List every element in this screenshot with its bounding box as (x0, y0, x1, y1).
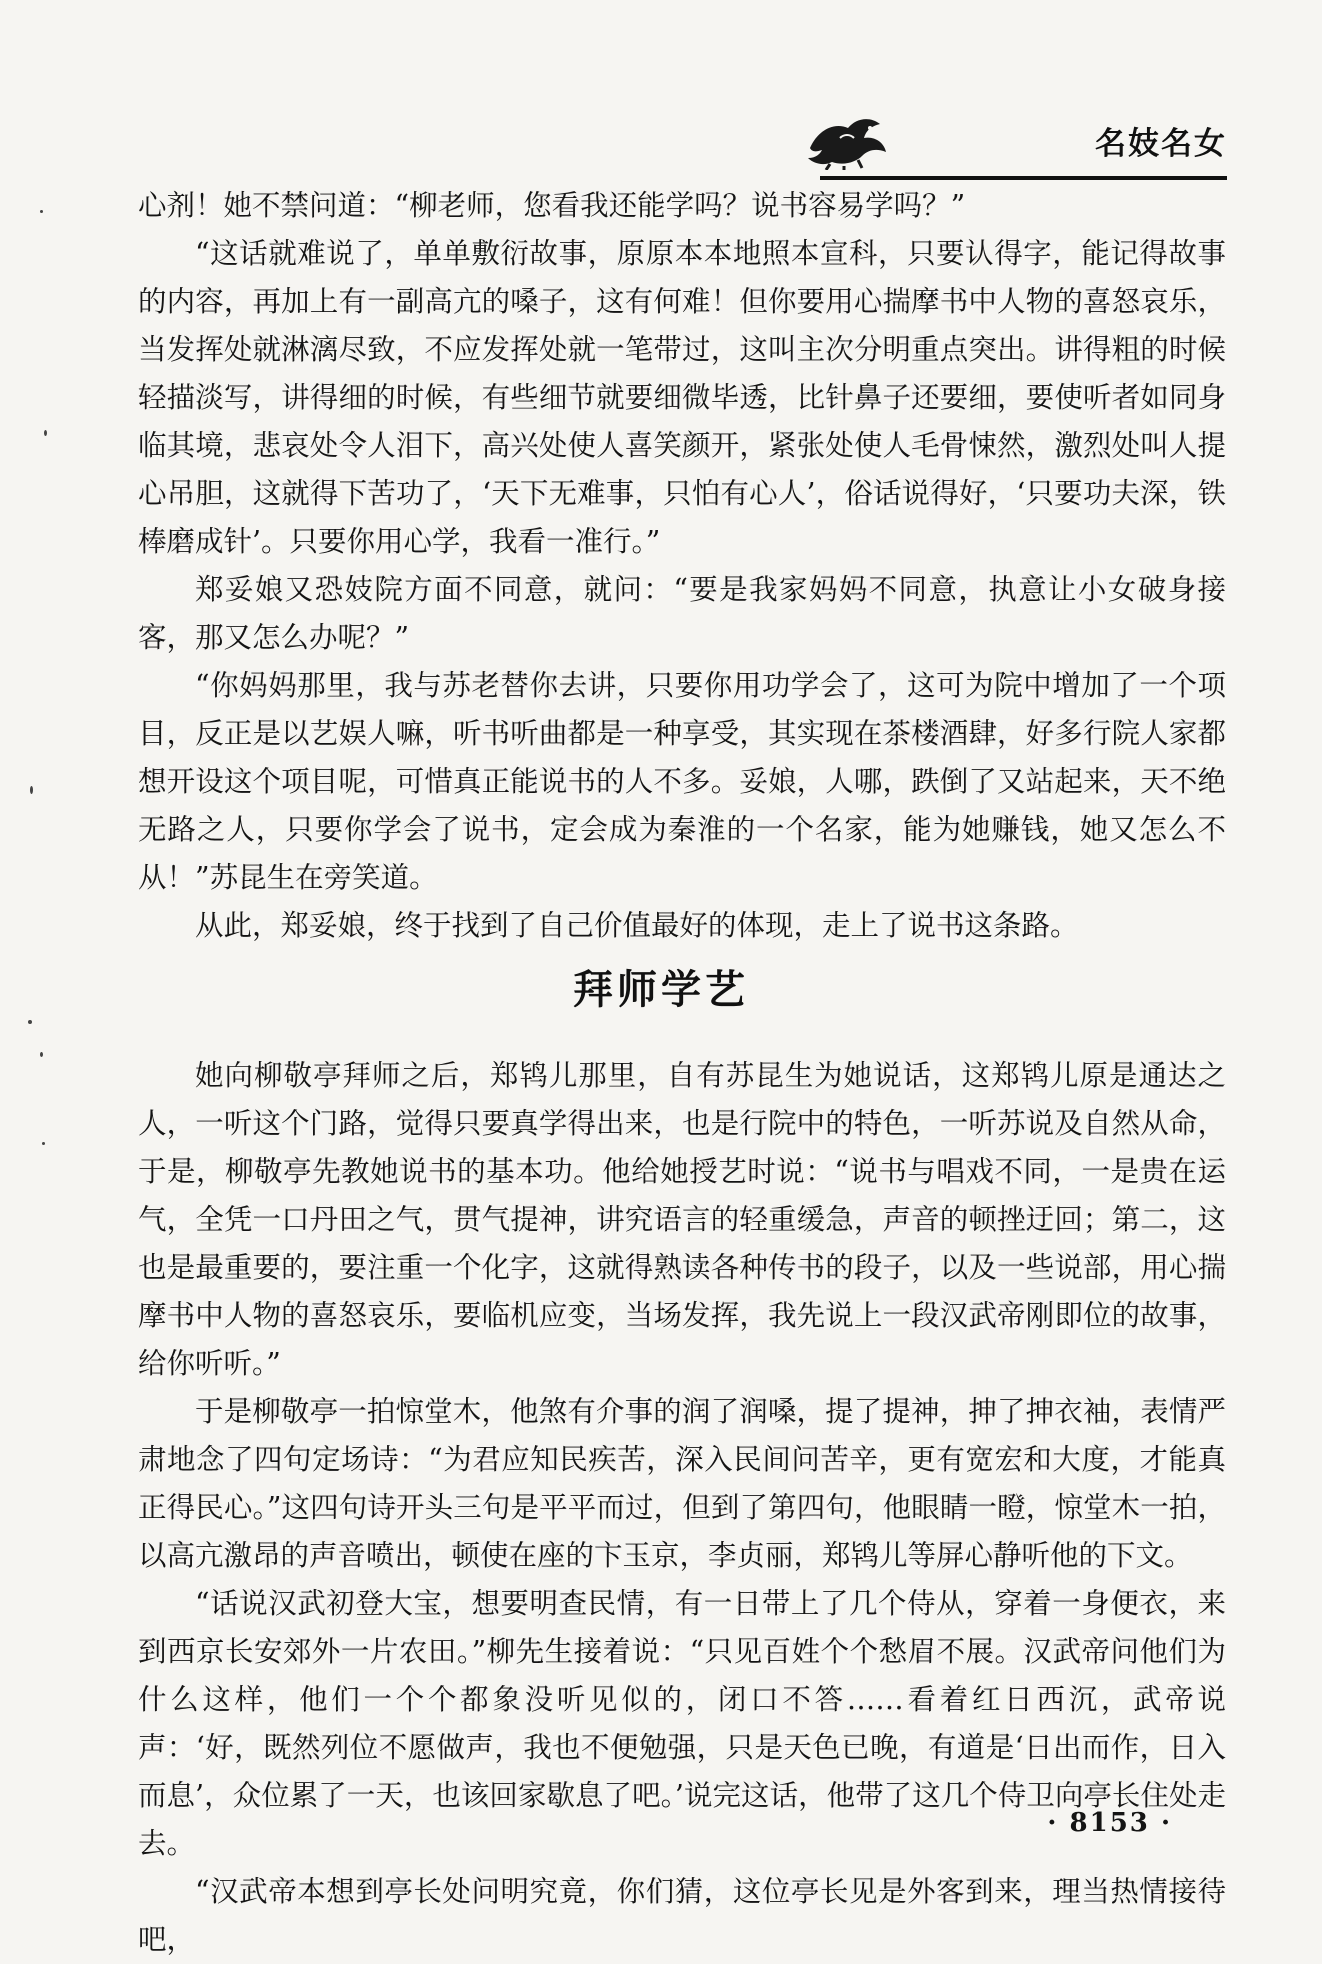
scan-speck (28, 1020, 32, 1024)
paragraph: “这话就难说了，单单敷衍故事，原原本本地照本宣科，只要认得字，能记得故事的内容，再加上有一副高亢的嗓子，这有何难！但你要用心揣摩书中人物的喜怒哀乐，当发挥处就淋漓尽致，不应发挥处就一笔带过，这叫主次分明重点突出。讲得粗的时候轻描淡写，讲得细的时候，有些细节就要细微毕透，比针鼻子还要细，要使听者如同身临其境，悲哀处令人泪下，高兴处使人喜笑颜开，紧张处使人毛骨悚然，激烈处叫人提心吊胆，这就得下苦功了，‘天下无难事，只怕有心人’，俗话说得好，‘只要功夫深，铁棒磨成针’。只要你用心学，我看一准行。” (138, 237, 1226, 558)
paragraph: “你妈妈那里，我与苏老替你去讲，只要你用功学会了，这可为院中增加了一个项目，反正是以艺娱人嘛，听书听曲都是一种享受，其实现在茶楼酒肆，好多行院人家都想开设这个项目呢，可惜真正能说书的人不多。妥娘，人哪，跌倒了又站起来，天不绝无路之人，只要你学会了说书，定会成为秦淮的一个名家，能为她赚钱，她又怎么不从！”苏昆生在旁笑道。 (138, 669, 1226, 894)
header-rule (820, 176, 1227, 180)
scan-speck (42, 1142, 45, 1145)
body-text-top (138, 182, 1226, 950)
scan-speck (40, 1052, 43, 1057)
running-header-title: 名妓名女 (1095, 126, 1227, 162)
paragraph: 心剂！她不禁问道：“柳老师，您看我还能学吗？说书容易学吗？” (138, 189, 966, 222)
paragraph: 从此，郑妥娘，终于找到了自己价值最好的体现，走上了说书这条路。 (195, 909, 1079, 942)
paragraph: 于是柳敬亭一拍惊堂木，他煞有介事的润了润嗓，提了提神，抻了抻衣袖，表情严肃地念了四句定场诗：“为君应知民疾苦，深入民间问苦辛，更有宽宏和大度，才能真正得民心。”这四句诗开头三句是平平而过，但到了第四句，他眼睛一瞪，惊堂木一拍，以高亢激昂的声音喷出，顿使在座的卞玉京，李贞丽，郑鸨儿等屏心静听他的下文。 (138, 1395, 1226, 1572)
paragraph: 郑妥娘又恐妓院方面不同意，就问：“要是我家妈妈不同意，执意让小女破身接客，那又怎么办呢？” (138, 573, 1226, 654)
paragraph: “汉武帝本想到亭长处问明究竟，你们猜，这位亭长见是外客到来，理当热情接待吧， (138, 1875, 1226, 1956)
paragraph: 她向柳敬亭拜师之后，郑鸨儿那里，自有苏昆生为她说话，这郑鸨儿原是通达之人，一听这个门路，觉得只要真学得出来，也是行院中的特色，一听苏说及自然从命，于是，柳敬亭先教她说书的基本功。他给她授艺时说：“说书与唱戏不同，一是贵在运气，全凭一口丹田之气，贯气提神，讲究语言的轻重缓急，声音的顿挫迂回；第二，这也是最重要的，要注重一个化字，这就得熟读各种传书的段子，以及一些说部，用心揣摩书中人物的喜怒哀乐，要临机应变，当场发挥，我先说上一段汉武帝刚即位的故事，给你听听。” (138, 1059, 1226, 1380)
page-number: · 8153 · (1047, 1808, 1172, 1838)
scan-speck (44, 430, 47, 436)
scan-speck (30, 786, 33, 794)
section-title: 拜师学艺 (573, 967, 749, 1013)
dragon-emblem-icon (800, 108, 892, 170)
scan-speck (40, 210, 43, 213)
paragraph: “话说汉武初登大宝，想要明查民情，有一日带上了几个侍从，穿着一身便衣，来到西京长安郊外一片农田。”柳先生接着说：“只见百姓个个愁眉不展。汉武帝问他们为什么这样，他们一个个都象没听见似的，闭口不答……看着红日西沉，武帝说声：‘好，既然列位不愿做声，我也不便勉强，只是天色已晚，有道是‘日出而作，日入而息’，众位累了一天，也该回家歇息了吧。’说完这话，他带了这几个侍卫向亭长住处走去。 (138, 1587, 1226, 1860)
